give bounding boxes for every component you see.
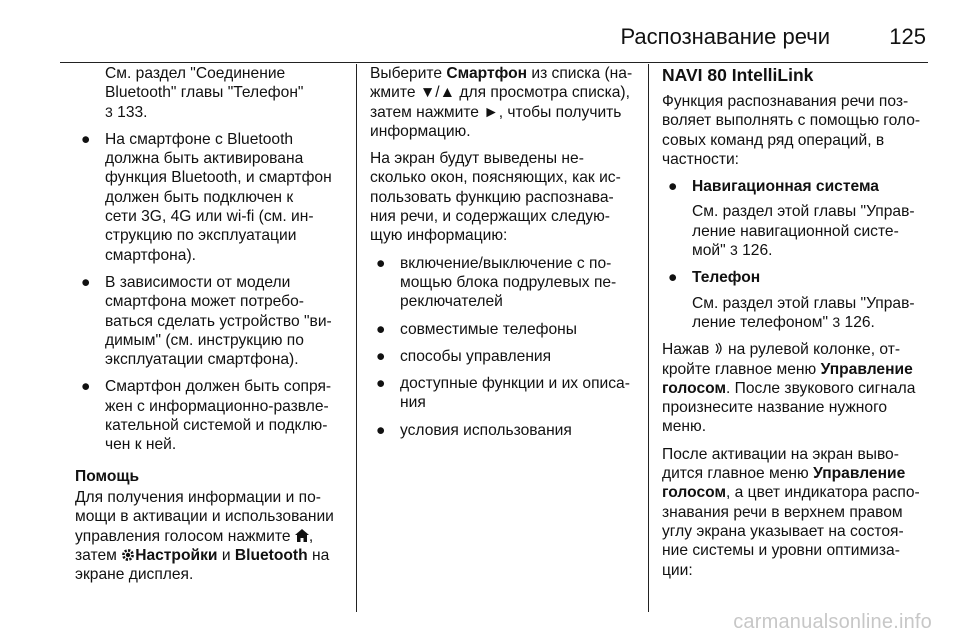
bullet-icon: ●: [376, 254, 386, 272]
column-divider: [356, 64, 357, 612]
section-title: NAVI 80 IntelliLink: [662, 65, 814, 85]
page-reference-icon: 3: [832, 313, 841, 330]
list-item: [662, 268, 930, 332]
page-reference-icon: 3: [105, 103, 113, 120]
column-1: [75, 64, 343, 592]
feature-paragraph: Функция распознавания речи поз- воляет выполнять с помощью голо- совых команд ряд операций, в частности:: [662, 93, 921, 168]
voice-menu-paragraph: Нажав на рулевой колонке, от- кройте главное меню Управление голосом. После звукового сигнала произнесите название нужного меню.: [662, 341, 916, 436]
page-number: 125: [889, 24, 926, 49]
list-item: [662, 177, 930, 260]
list-item: ● Смартфон должен быть сопря- жен с информационно-развле- кательной системой и подклю- чен к ней.: [81, 378, 332, 454]
bullet-icon: ●: [376, 421, 386, 439]
item-title: Телефон: [692, 269, 761, 287]
intro-paragraph: См. раздел "Соединение Bluetooth" главы "Телефон" 3 133.: [105, 65, 304, 121]
list-item: ● условия использования: [376, 421, 572, 439]
list-item: ● На смартфоне с Bluetooth должна быть активирована функция Bluetooth, и смартфон должен быть подключен к сети 3G, 4G или wi-fi (см. ин- струкцию по эксплуатации смартфона).: [81, 130, 332, 264]
bullet-icon: ●: [81, 273, 91, 291]
bullet-icon: ●: [376, 320, 386, 338]
page-title: Распознавание речи: [620, 24, 830, 49]
play-arrow-icon: ►: [483, 103, 499, 121]
help-heading: Помощь: [75, 467, 140, 485]
item-body: См. раздел этой главы "Управ- ление телефоном" 3 126.: [692, 294, 915, 331]
list-item: ● способы управления: [376, 347, 552, 365]
item-title: Навигационная система: [692, 178, 879, 196]
list-item: ● В зависимости от модели смартфона может потребо- ваться сделать устройство "ви- димым" (см. инструкцию по эксплуатации смартфона).: [81, 273, 332, 369]
info-paragraph: На экран будут выведены не- сколько окон, поясняющих, как ис- пользовать функцию распознава- ния речи, и содержащих следую- щую информацию:: [370, 150, 621, 245]
info-list: [370, 254, 638, 440]
voice-control-icon: [714, 342, 724, 355]
list-item: ● доступные функции и их описа- ния: [376, 375, 630, 412]
home-icon: [295, 529, 309, 542]
bullet-icon: ●: [376, 375, 386, 393]
gear-icon: [121, 548, 135, 562]
list-item: ● совместимые телефоны: [376, 320, 577, 338]
bullet-icon: ●: [81, 378, 91, 396]
watermark: carmanualsonline.info: [733, 611, 932, 633]
list-item: ● включение/выключение с по- мощью блока подрулевых пе- реключателей: [376, 254, 617, 311]
column-3: [662, 64, 930, 588]
help-paragraph: Для получения информации и по- мощи в активации и использовании управления голосом нажмите , затем Настройки и Bluetooth на экране дисплея.: [75, 488, 334, 584]
requirements-list: [75, 130, 343, 455]
bullet-icon: ●: [376, 347, 386, 365]
activation-paragraph: После активации на экран выво- дится главное меню Управление голосом, а цвет индикатора распо- знавания речи в верхнем правом углу экрана указывает на состоя- ние системы и уровни оптимиза- ции:: [662, 445, 920, 579]
column-divider: [648, 64, 649, 612]
page-header: [60, 20, 928, 63]
column-2: [370, 64, 638, 448]
up-down-arrows-icon: ▼/▲: [419, 84, 456, 102]
page-reference-icon: 3: [729, 242, 738, 259]
feature-list: [662, 177, 930, 332]
bullet-icon: ●: [81, 130, 91, 148]
select-phone-paragraph: Выберите Смартфон из списка (на- жмите ▼/▲ для просмотра списка), затем нажмите ►, чтобы получить информацию.: [370, 65, 633, 140]
bullet-icon: ●: [668, 269, 678, 287]
item-body: См. раздел этой главы "Управ- ление навигационной систе- мой" 3 126.: [692, 203, 915, 260]
bullet-icon: ●: [668, 178, 678, 196]
